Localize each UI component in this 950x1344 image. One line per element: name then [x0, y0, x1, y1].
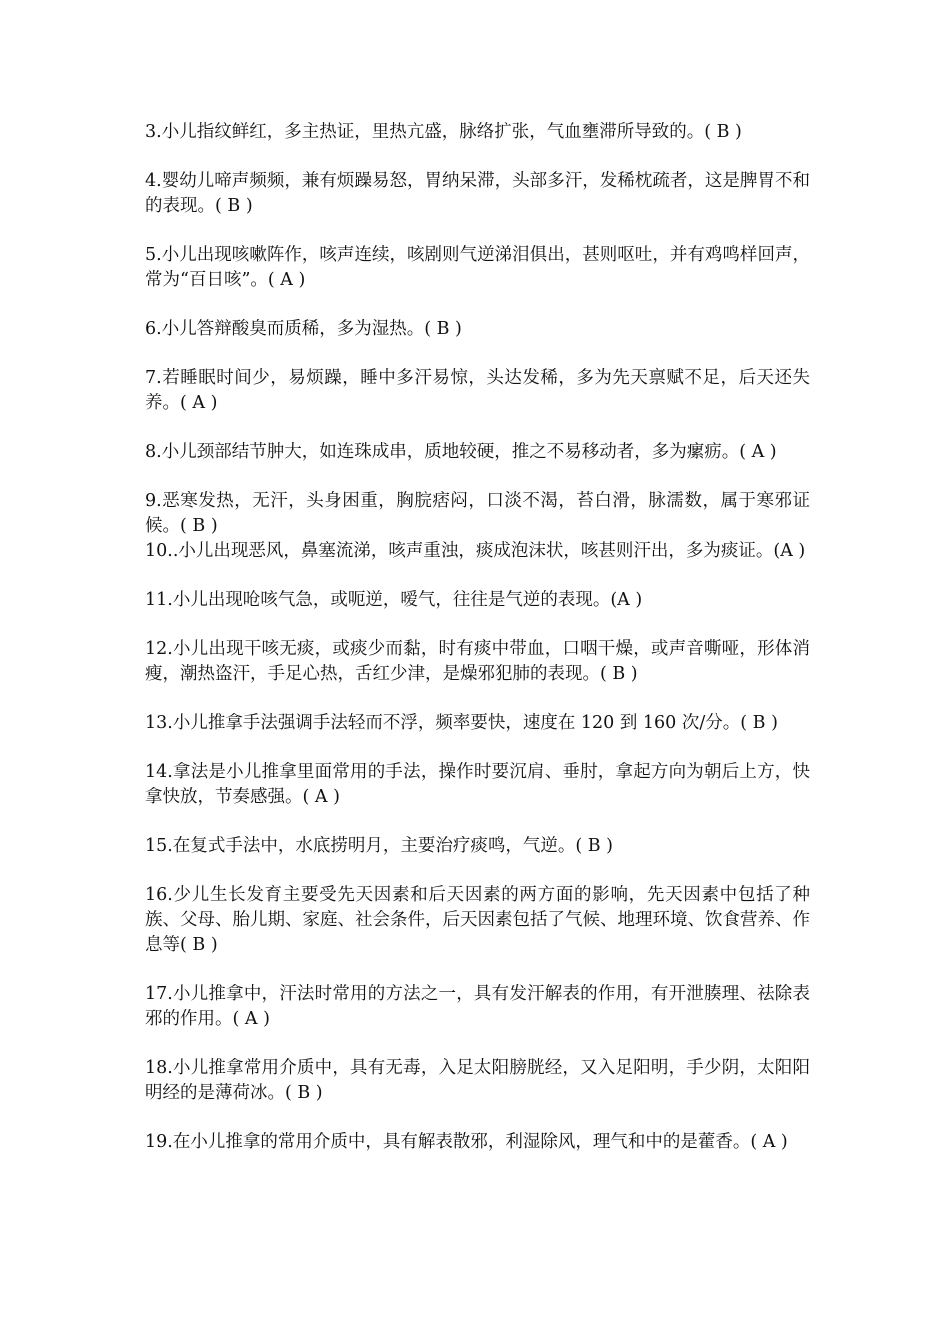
question-12: 12.小儿出现干咳无痰，或痰少而黏，时有痰中带血，口咽干燥，或声音嘶哑，形体消瘦，潮热盗汗，手足心热，舌红少津，是燥邪犯肺的表现。( B ) — [145, 639, 810, 684]
question-8: 8.小儿颈部结节肿大，如连珠成串，质地较硬，推之不易移动者，多为瘰疬。( A ) — [145, 442, 777, 462]
question-9: 9.恶寒发热，无汗，头身困重，胸脘痞闷，口淡不渴，苔白滑，脉濡数，属于寒邪证候。( B ) — [145, 491, 810, 536]
question-19: 19.在小儿推拿的常用介质中，具有解表散邪，利湿除风，理气和中的是藿香。( A ) — [145, 1132, 788, 1152]
question-7: 7.若睡眠时间少，易烦躁，睡中多汗易惊，头达发稀，多为先天禀赋不足，后天还失养。( A ) — [145, 368, 810, 413]
question-15: 15.在复式手法中，水底捞明月，主要治疗痰鸣，气逆。( B ) — [145, 836, 613, 856]
question-6: 6.小儿答辩酸臭而质稀，多为湿热。( B ) — [145, 319, 462, 339]
question-4: 4.婴幼儿啼声频频，兼有烦躁易怒，胃纳呆滞，头部多汗，发稀枕疏者，这是脾胃不和的表现。( B ) — [145, 171, 810, 216]
question-14: 14.拿法是小儿推拿里面常用的手法，操作时要沉肩、垂肘，拿起方向为朝后上方，快拿快放，节奏感强。( A ) — [145, 762, 810, 807]
question-10: 10..小儿出现恶风，鼻塞流涕，咳声重浊，痰成泡沫状，咳甚则汗出，多为痰证。(A ) — [145, 541, 806, 561]
question-5: 5.小儿出现咳嗽阵作，咳声连续，咳剧则气逆涕泪俱出，甚则呕吐，并有鸡鸣样回声，常为“百日咳”。( A ) — [145, 245, 810, 290]
document-body — [145, 120, 810, 1179]
question-3: 3.小儿指纹鲜红，多主热证，里热亢盛，脉络扩张，气血壅滞所导致的。( B ) — [145, 122, 742, 142]
question-17: 17.小儿推拿中，汗法时常用的方法之一，具有发汗解表的作用，有开泄腠理、祛除表邪的作用。( A ) — [145, 984, 810, 1029]
question-11: 11.小儿出现呛咳气急，或呃逆，嗳气，往往是气逆的表现。(A ) — [145, 590, 643, 610]
question-16: 16.少儿生长发育主要受先天因素和后天因素的两方面的影响，先天因素中包括了种族、父母、胎儿期、家庭、社会条件，后天因素包括了气候、地理环境、饮食营养、作息等( B ) — [145, 885, 810, 955]
question-13: 13.小儿推拿手法强调手法轻而不浮，频率要快，速度在 120 到 160 次/分。( B ) — [145, 713, 778, 733]
question-18: 18.小儿推拿常用介质中，具有无毒，入足太阳膀胱经，又入足阳明，手少阴，太阳阳明经的是薄荷冰。( B ) — [145, 1058, 810, 1103]
